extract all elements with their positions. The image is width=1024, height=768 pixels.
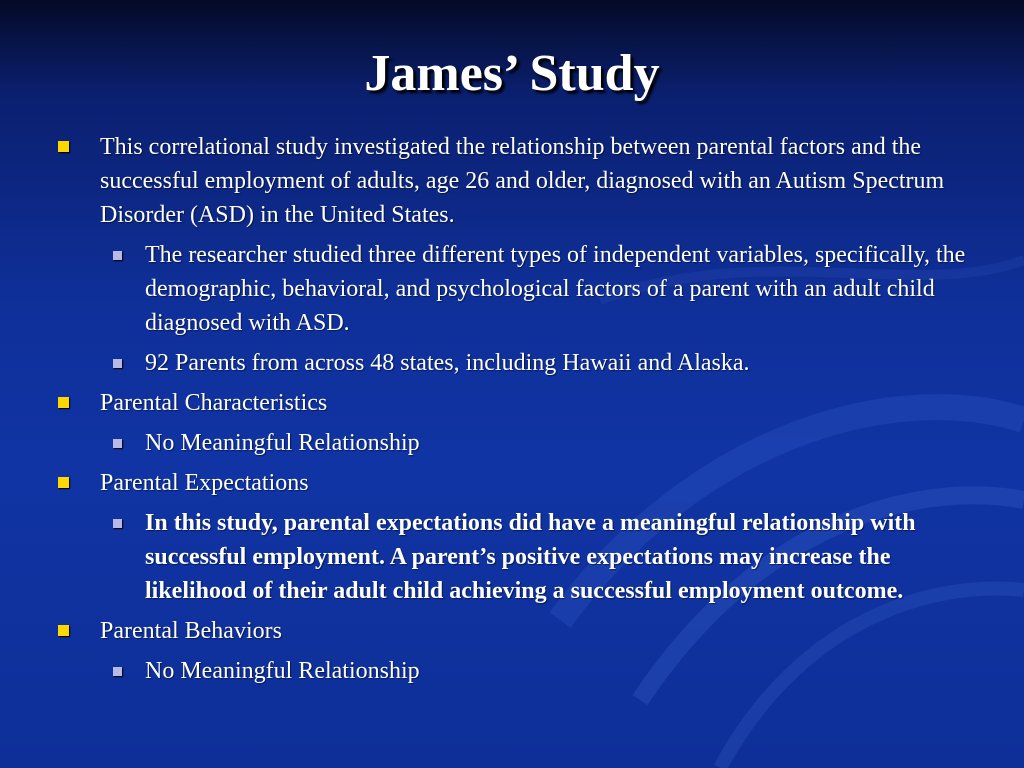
sub-bullet-list <box>100 654 978 688</box>
sub-bullet-list <box>100 506 978 608</box>
bullet-list <box>58 130 978 694</box>
bullet-text: Parental Expectations <box>100 470 309 496</box>
square-bullet-icon <box>58 141 69 152</box>
sub-bullet-list <box>100 426 978 460</box>
sub-bullet-item <box>100 506 978 608</box>
sub-bullet-item <box>100 346 978 380</box>
sub-bullet-item <box>100 426 978 460</box>
bullet-item <box>58 386 978 460</box>
square-bullet-icon <box>113 251 122 260</box>
sub-bullet-item <box>100 238 978 340</box>
square-bullet-icon <box>58 397 69 408</box>
sub-bullet-text: In this study, parental expectations did have a meaningful relationship with successful employment. A parent’s positive expectations may increase the likelihood of their adult child achieving a successful employment outcome. <box>145 510 916 604</box>
sub-bullet-text: The researcher studied three different types of independent variables, specifically, the demographic, behavioral, and psychological factors of a parent with an adult child diagnosed with ASD. <box>145 242 966 336</box>
square-bullet-icon <box>113 439 122 448</box>
square-bullet-icon <box>113 359 122 368</box>
bullet-item <box>58 614 978 688</box>
bullet-text: This correlational study investigated the relationship between parental factors and the successful employment of adults, age 26 and older, diagnosed with an Autism Spectrum Disorder (ASD) in the United States. <box>100 134 945 228</box>
bullet-text: Parental Behaviors <box>100 618 282 644</box>
sub-bullet-text: No Meaningful Relationship <box>145 430 420 456</box>
bullet-item <box>58 466 978 608</box>
square-bullet-icon <box>58 625 69 636</box>
sub-bullet-list <box>100 238 978 380</box>
square-bullet-icon <box>113 667 122 676</box>
slide-title: James’ Study <box>364 45 660 102</box>
sub-bullet-text: 92 Parents from across 48 states, including Hawaii and Alaska. <box>145 350 750 376</box>
square-bullet-icon <box>58 477 69 488</box>
square-bullet-icon <box>113 519 122 528</box>
sub-bullet-text: No Meaningful Relationship <box>145 658 420 684</box>
bullet-item <box>58 130 978 380</box>
sub-bullet-item <box>100 654 978 688</box>
bullet-text: Parental Characteristics <box>100 390 328 416</box>
